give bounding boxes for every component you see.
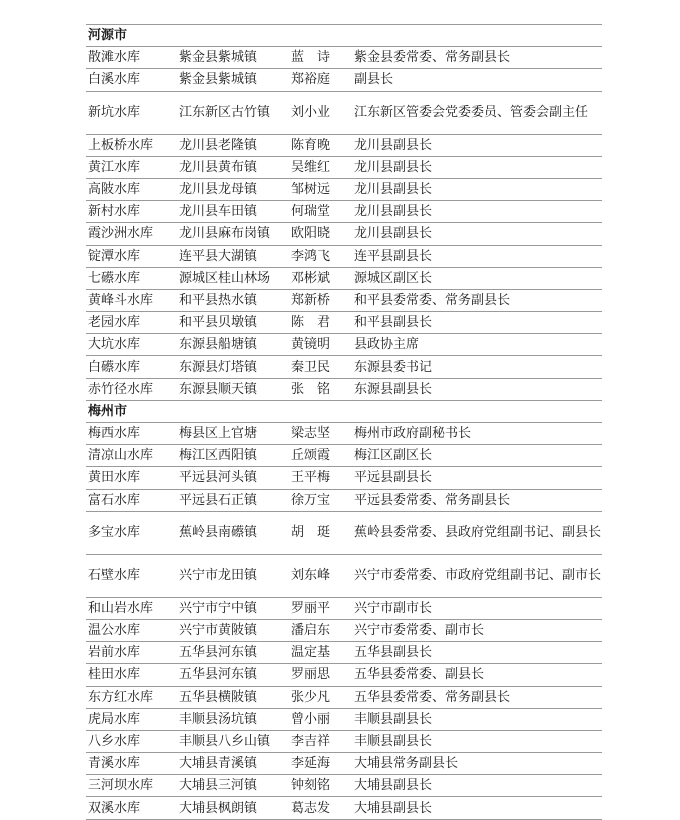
reservoir-name: 青溪水库 bbox=[86, 753, 177, 775]
position: 紫金县委常委、常务副县长 bbox=[352, 47, 602, 69]
location: 兴宁市龙田镇 bbox=[177, 554, 289, 597]
table-row bbox=[86, 156, 602, 178]
position: 平远县副县长 bbox=[352, 467, 602, 489]
position: 大埔县副县长 bbox=[352, 797, 602, 819]
reservoir-name: 上板桥水库 bbox=[86, 134, 177, 156]
table-row bbox=[86, 467, 602, 489]
table-row bbox=[86, 619, 602, 641]
location: 紫金县紫城镇 bbox=[177, 47, 289, 69]
reservoir-name: 锭潭水库 bbox=[86, 245, 177, 267]
location: 龙川县老隆镇 bbox=[177, 134, 289, 156]
table-row bbox=[86, 664, 602, 686]
position: 丰顺县副县长 bbox=[352, 730, 602, 752]
responsible-person: 邹树远 bbox=[289, 178, 352, 200]
responsible-person: 徐万宝 bbox=[289, 489, 352, 511]
responsible-person: 丘颂霞 bbox=[289, 445, 352, 467]
table-row bbox=[86, 797, 602, 819]
reservoir-name: 岩前水库 bbox=[86, 642, 177, 664]
location: 龙川县麻布岗镇 bbox=[177, 223, 289, 245]
reservoir-name: 温公水库 bbox=[86, 619, 177, 641]
table-row bbox=[86, 47, 602, 69]
location: 兴宁市宁中镇 bbox=[177, 597, 289, 619]
table-row bbox=[86, 378, 602, 400]
position: 蕉岭县委常委、县政府党组副书记、副县长 bbox=[352, 511, 602, 554]
city-name: 梅州市 bbox=[86, 400, 602, 422]
location: 丰顺县八乡山镇 bbox=[177, 730, 289, 752]
position: 县政协主席 bbox=[352, 334, 602, 356]
location: 源城区桂山林场 bbox=[177, 267, 289, 289]
responsible-person: 梁志坚 bbox=[289, 423, 352, 445]
table-row bbox=[86, 489, 602, 511]
responsible-person: 李延海 bbox=[289, 753, 352, 775]
responsible-person: 蓝 诗 bbox=[289, 47, 352, 69]
position: 副县长 bbox=[352, 69, 602, 91]
responsible-person: 陈育晚 bbox=[289, 134, 352, 156]
responsible-person: 李吉祥 bbox=[289, 730, 352, 752]
responsible-person: 温定基 bbox=[289, 642, 352, 664]
responsible-person: 胡 珽 bbox=[289, 511, 352, 554]
table-row bbox=[86, 708, 602, 730]
responsible-person: 吴维红 bbox=[289, 156, 352, 178]
table-row bbox=[86, 91, 602, 134]
table-row bbox=[86, 775, 602, 797]
reservoir-name: 石壁水库 bbox=[86, 554, 177, 597]
table-row bbox=[86, 356, 602, 378]
location: 连平县大湖镇 bbox=[177, 245, 289, 267]
table-row bbox=[86, 597, 602, 619]
responsible-person: 何瑞堂 bbox=[289, 201, 352, 223]
reservoir-name: 八乡水库 bbox=[86, 730, 177, 752]
responsible-person: 郑裕庭 bbox=[289, 69, 352, 91]
table-row bbox=[86, 730, 602, 752]
table-row bbox=[86, 267, 602, 289]
reservoir-name: 梅西水库 bbox=[86, 423, 177, 445]
table-row bbox=[86, 753, 602, 775]
location: 五华县横陂镇 bbox=[177, 686, 289, 708]
reservoir-name: 老园水库 bbox=[86, 312, 177, 334]
table-row bbox=[86, 178, 602, 200]
responsible-person: 潘启东 bbox=[289, 619, 352, 641]
location: 蕉岭县南礤镇 bbox=[177, 511, 289, 554]
reservoir-name: 黄峰斗水库 bbox=[86, 289, 177, 311]
reservoir-name: 赤竹径水库 bbox=[86, 378, 177, 400]
position: 大埔县常务副县长 bbox=[352, 753, 602, 775]
location: 江东新区古竹镇 bbox=[177, 91, 289, 134]
responsible-person: 刘小业 bbox=[289, 91, 352, 134]
table-row bbox=[86, 445, 602, 467]
reservoir-name: 大坑水库 bbox=[86, 334, 177, 356]
responsible-person: 郑新桥 bbox=[289, 289, 352, 311]
responsible-person: 张少凡 bbox=[289, 686, 352, 708]
location: 大埔县三河镇 bbox=[177, 775, 289, 797]
position: 龙川县副县长 bbox=[352, 178, 602, 200]
table-row bbox=[86, 134, 602, 156]
position: 江东新区管委会党委委员、管委会副主任 bbox=[352, 91, 602, 134]
location: 龙川县车田镇 bbox=[177, 201, 289, 223]
table-row bbox=[86, 245, 602, 267]
responsible-person: 曾小丽 bbox=[289, 708, 352, 730]
reservoir-name: 霞沙洲水库 bbox=[86, 223, 177, 245]
location: 东源县船塘镇 bbox=[177, 334, 289, 356]
position: 连平县副县长 bbox=[352, 245, 602, 267]
reservoir-name: 白溪水库 bbox=[86, 69, 177, 91]
location: 大埔县青溪镇 bbox=[177, 753, 289, 775]
reservoir-name: 新村水库 bbox=[86, 201, 177, 223]
responsible-person: 王平梅 bbox=[289, 467, 352, 489]
table-row bbox=[86, 423, 602, 445]
table-row bbox=[86, 686, 602, 708]
position: 兴宁市副市长 bbox=[352, 597, 602, 619]
reservoir-name: 散滩水库 bbox=[86, 47, 177, 69]
table-row bbox=[86, 312, 602, 334]
reservoir-name: 七礤水库 bbox=[86, 267, 177, 289]
position: 兴宁市委常委、副市长 bbox=[352, 619, 602, 641]
position: 东源县副县长 bbox=[352, 378, 602, 400]
reservoir-name: 黄江水库 bbox=[86, 156, 177, 178]
reservoir-name: 桂田水库 bbox=[86, 664, 177, 686]
table-row bbox=[86, 511, 602, 554]
reservoir-table-body bbox=[86, 25, 602, 820]
reservoir-name: 清凉山水库 bbox=[86, 445, 177, 467]
location: 丰顺县汤坑镇 bbox=[177, 708, 289, 730]
responsible-person: 刘东峰 bbox=[289, 554, 352, 597]
location: 东源县顺天镇 bbox=[177, 378, 289, 400]
location: 和平县热水镇 bbox=[177, 289, 289, 311]
responsible-person: 李鸿飞 bbox=[289, 245, 352, 267]
location: 五华县河东镇 bbox=[177, 642, 289, 664]
position: 源城区副区长 bbox=[352, 267, 602, 289]
reservoir-name: 多宝水库 bbox=[86, 511, 177, 554]
responsible-person: 钟刻铭 bbox=[289, 775, 352, 797]
table-row bbox=[86, 201, 602, 223]
position: 龙川县副县长 bbox=[352, 223, 602, 245]
responsible-person: 黄镜明 bbox=[289, 334, 352, 356]
reservoir-name: 高陂水库 bbox=[86, 178, 177, 200]
reservoir-name: 三河坝水库 bbox=[86, 775, 177, 797]
location: 五华县河东镇 bbox=[177, 664, 289, 686]
reservoir-name: 虎局水库 bbox=[86, 708, 177, 730]
responsible-person: 罗丽平 bbox=[289, 597, 352, 619]
table-row bbox=[86, 334, 602, 356]
position: 梅州市政府副秘书长 bbox=[352, 423, 602, 445]
table-row bbox=[86, 554, 602, 597]
position: 兴宁市委常委、市政府党组副书记、副市长 bbox=[352, 554, 602, 597]
position: 大埔县副县长 bbox=[352, 775, 602, 797]
responsible-person: 葛志发 bbox=[289, 797, 352, 819]
city-name: 河源市 bbox=[86, 25, 602, 47]
position: 龙川县副县长 bbox=[352, 201, 602, 223]
position: 龙川县副县长 bbox=[352, 134, 602, 156]
position: 平远县委常委、常务副县长 bbox=[352, 489, 602, 511]
location: 龙川县黄布镇 bbox=[177, 156, 289, 178]
position: 梅江区副区长 bbox=[352, 445, 602, 467]
position: 东源县委书记 bbox=[352, 356, 602, 378]
location: 梅县区上官塘 bbox=[177, 423, 289, 445]
reservoir-name: 白礤水库 bbox=[86, 356, 177, 378]
location: 梅江区西阳镇 bbox=[177, 445, 289, 467]
table-row bbox=[86, 642, 602, 664]
responsible-person: 张 铭 bbox=[289, 378, 352, 400]
responsible-person: 罗丽思 bbox=[289, 664, 352, 686]
position: 五华县副县长 bbox=[352, 642, 602, 664]
location: 龙川县龙母镇 bbox=[177, 178, 289, 200]
city-header-row bbox=[86, 25, 602, 47]
location: 东源县灯塔镇 bbox=[177, 356, 289, 378]
location: 平远县石正镇 bbox=[177, 489, 289, 511]
reservoir-name: 黄田水库 bbox=[86, 467, 177, 489]
reservoir-name: 东方红水库 bbox=[86, 686, 177, 708]
position: 和平县副县长 bbox=[352, 312, 602, 334]
position: 五华县委常委、副县长 bbox=[352, 664, 602, 686]
responsible-person: 欧阳晓 bbox=[289, 223, 352, 245]
position: 龙川县副县长 bbox=[352, 156, 602, 178]
reservoir-name: 双溪水库 bbox=[86, 797, 177, 819]
location: 平远县河头镇 bbox=[177, 467, 289, 489]
table-row bbox=[86, 289, 602, 311]
location: 大埔县枫朗镇 bbox=[177, 797, 289, 819]
city-header-row bbox=[86, 400, 602, 422]
responsible-person: 秦卫民 bbox=[289, 356, 352, 378]
position: 丰顺县副县长 bbox=[352, 708, 602, 730]
location: 和平县贝墩镇 bbox=[177, 312, 289, 334]
position: 五华县委常委、常务副县长 bbox=[352, 686, 602, 708]
reservoir-name: 新坑水库 bbox=[86, 91, 177, 134]
reservoir-name: 富石水库 bbox=[86, 489, 177, 511]
location: 紫金县紫城镇 bbox=[177, 69, 289, 91]
reservoir-name: 和山岩水库 bbox=[86, 597, 177, 619]
responsible-person: 邓彬斌 bbox=[289, 267, 352, 289]
reservoir-table bbox=[86, 24, 602, 820]
location: 兴宁市黄陂镇 bbox=[177, 619, 289, 641]
responsible-person: 陈 君 bbox=[289, 312, 352, 334]
table-row bbox=[86, 223, 602, 245]
reservoir-responsibility-document bbox=[86, 24, 602, 820]
table-row bbox=[86, 69, 602, 91]
position: 和平县委常委、常务副县长 bbox=[352, 289, 602, 311]
